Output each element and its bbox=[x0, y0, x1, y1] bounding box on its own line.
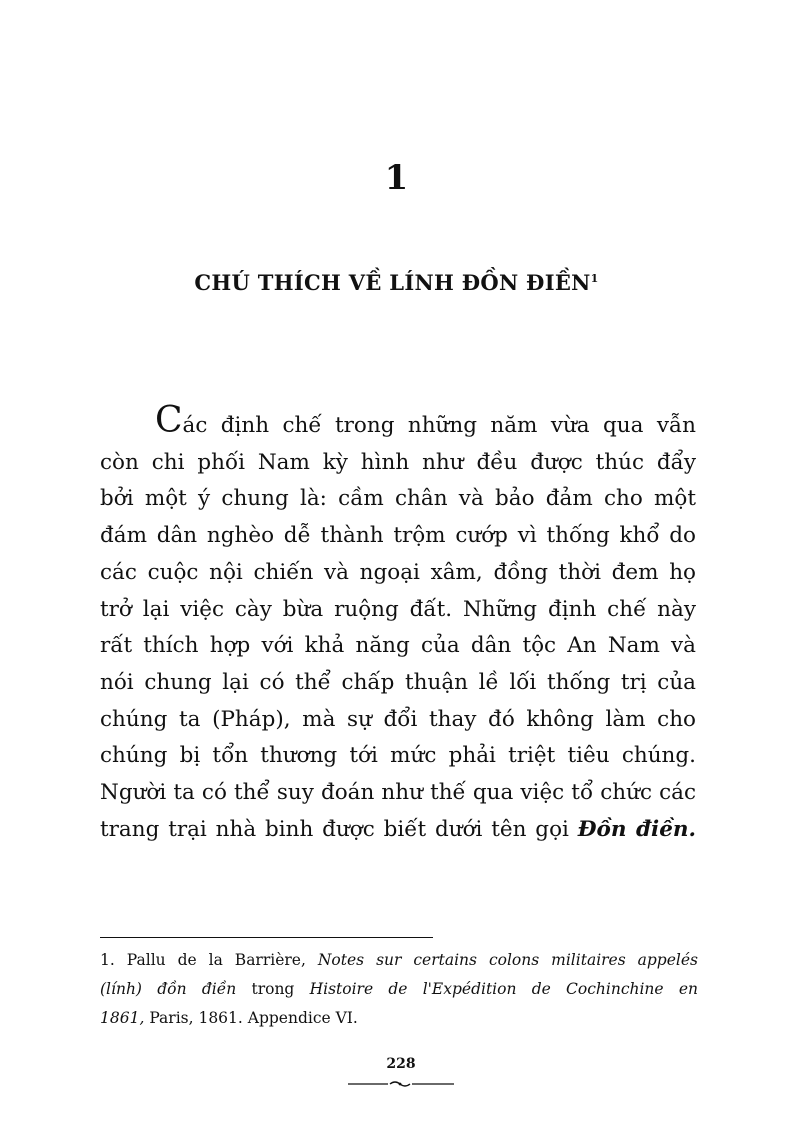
chapter-title bbox=[0, 270, 793, 295]
footnote-collection-title: Histoire de l'Expédition de Cochinchine en bbox=[309, 980, 698, 998]
body-line-text: trang trại nhà binh được biết dưới tên gọi bbox=[100, 816, 578, 842]
footnote-work-title: Notes sur certains colons militaires appelés bbox=[317, 951, 698, 969]
body-line: còn chi phối Nam kỳ hình như đều được thúc đẩy bbox=[100, 449, 696, 475]
footnote-line bbox=[100, 1004, 698, 1033]
body-line: đám dân nghèo dễ thành trộm cướp vì thống khổ do bbox=[100, 523, 696, 549]
footnote-publication: Paris, 1861. Appendice VI. bbox=[149, 1009, 358, 1027]
body-line: nói chung lại có thể chấp thuận lề lối thống trị của bbox=[100, 669, 696, 695]
drop-cap: C bbox=[155, 400, 183, 441]
body-line: trở lại việc cày bừa ruộng đất. Những định chế này bbox=[100, 596, 696, 622]
footnote-author: Pallu de la Barrière, bbox=[126, 951, 306, 969]
footnote-line bbox=[100, 946, 698, 975]
footnote-line bbox=[100, 975, 698, 1004]
body-line: chúng bị tổn thương tới mức phải triệt tiêu chúng. bbox=[100, 743, 696, 769]
body-line: chúng ta (Pháp), mà sự đổi thay đó không làm cho bbox=[100, 706, 696, 732]
body-line: rất thích hợp với khả năng của dân tộc An Nam và bbox=[100, 633, 696, 659]
body-line bbox=[100, 400, 696, 445]
body-line: các cuộc nội chiến và ngoại xâm, đồng thời đem họ bbox=[100, 559, 696, 585]
footnote-marker: 1. bbox=[100, 951, 115, 969]
body-paragraph bbox=[100, 400, 696, 848]
footnote-connector: trong bbox=[251, 980, 295, 998]
page-number-ornament bbox=[346, 1080, 456, 1090]
page-number: 228 bbox=[386, 1056, 416, 1072]
chapter-title-text: CHÚ THÍCH VỀ LÍNH ĐỒN ĐIỀN bbox=[194, 270, 591, 295]
body-line: Người ta có thể suy đoán như thế qua việc tổ chức các bbox=[100, 780, 696, 806]
footnote-work-title-cont: (lính) đồn điền bbox=[100, 980, 237, 998]
body-line: bởi một ý chung là: cầm chân và bảo đảm cho một bbox=[100, 486, 696, 512]
title-footnote-marker[interactable]: 1 bbox=[590, 272, 599, 285]
emphasis-term: Đồn điền. bbox=[577, 816, 696, 842]
body-line bbox=[100, 812, 696, 849]
chapter-number: 1 bbox=[384, 158, 409, 198]
body-line-text: ác định chế trong những năm vừa qua vẫn bbox=[182, 413, 696, 438]
footnote-divider bbox=[100, 937, 433, 938]
footnote bbox=[100, 946, 698, 1033]
footnote-year: 1861, bbox=[100, 1009, 145, 1027]
